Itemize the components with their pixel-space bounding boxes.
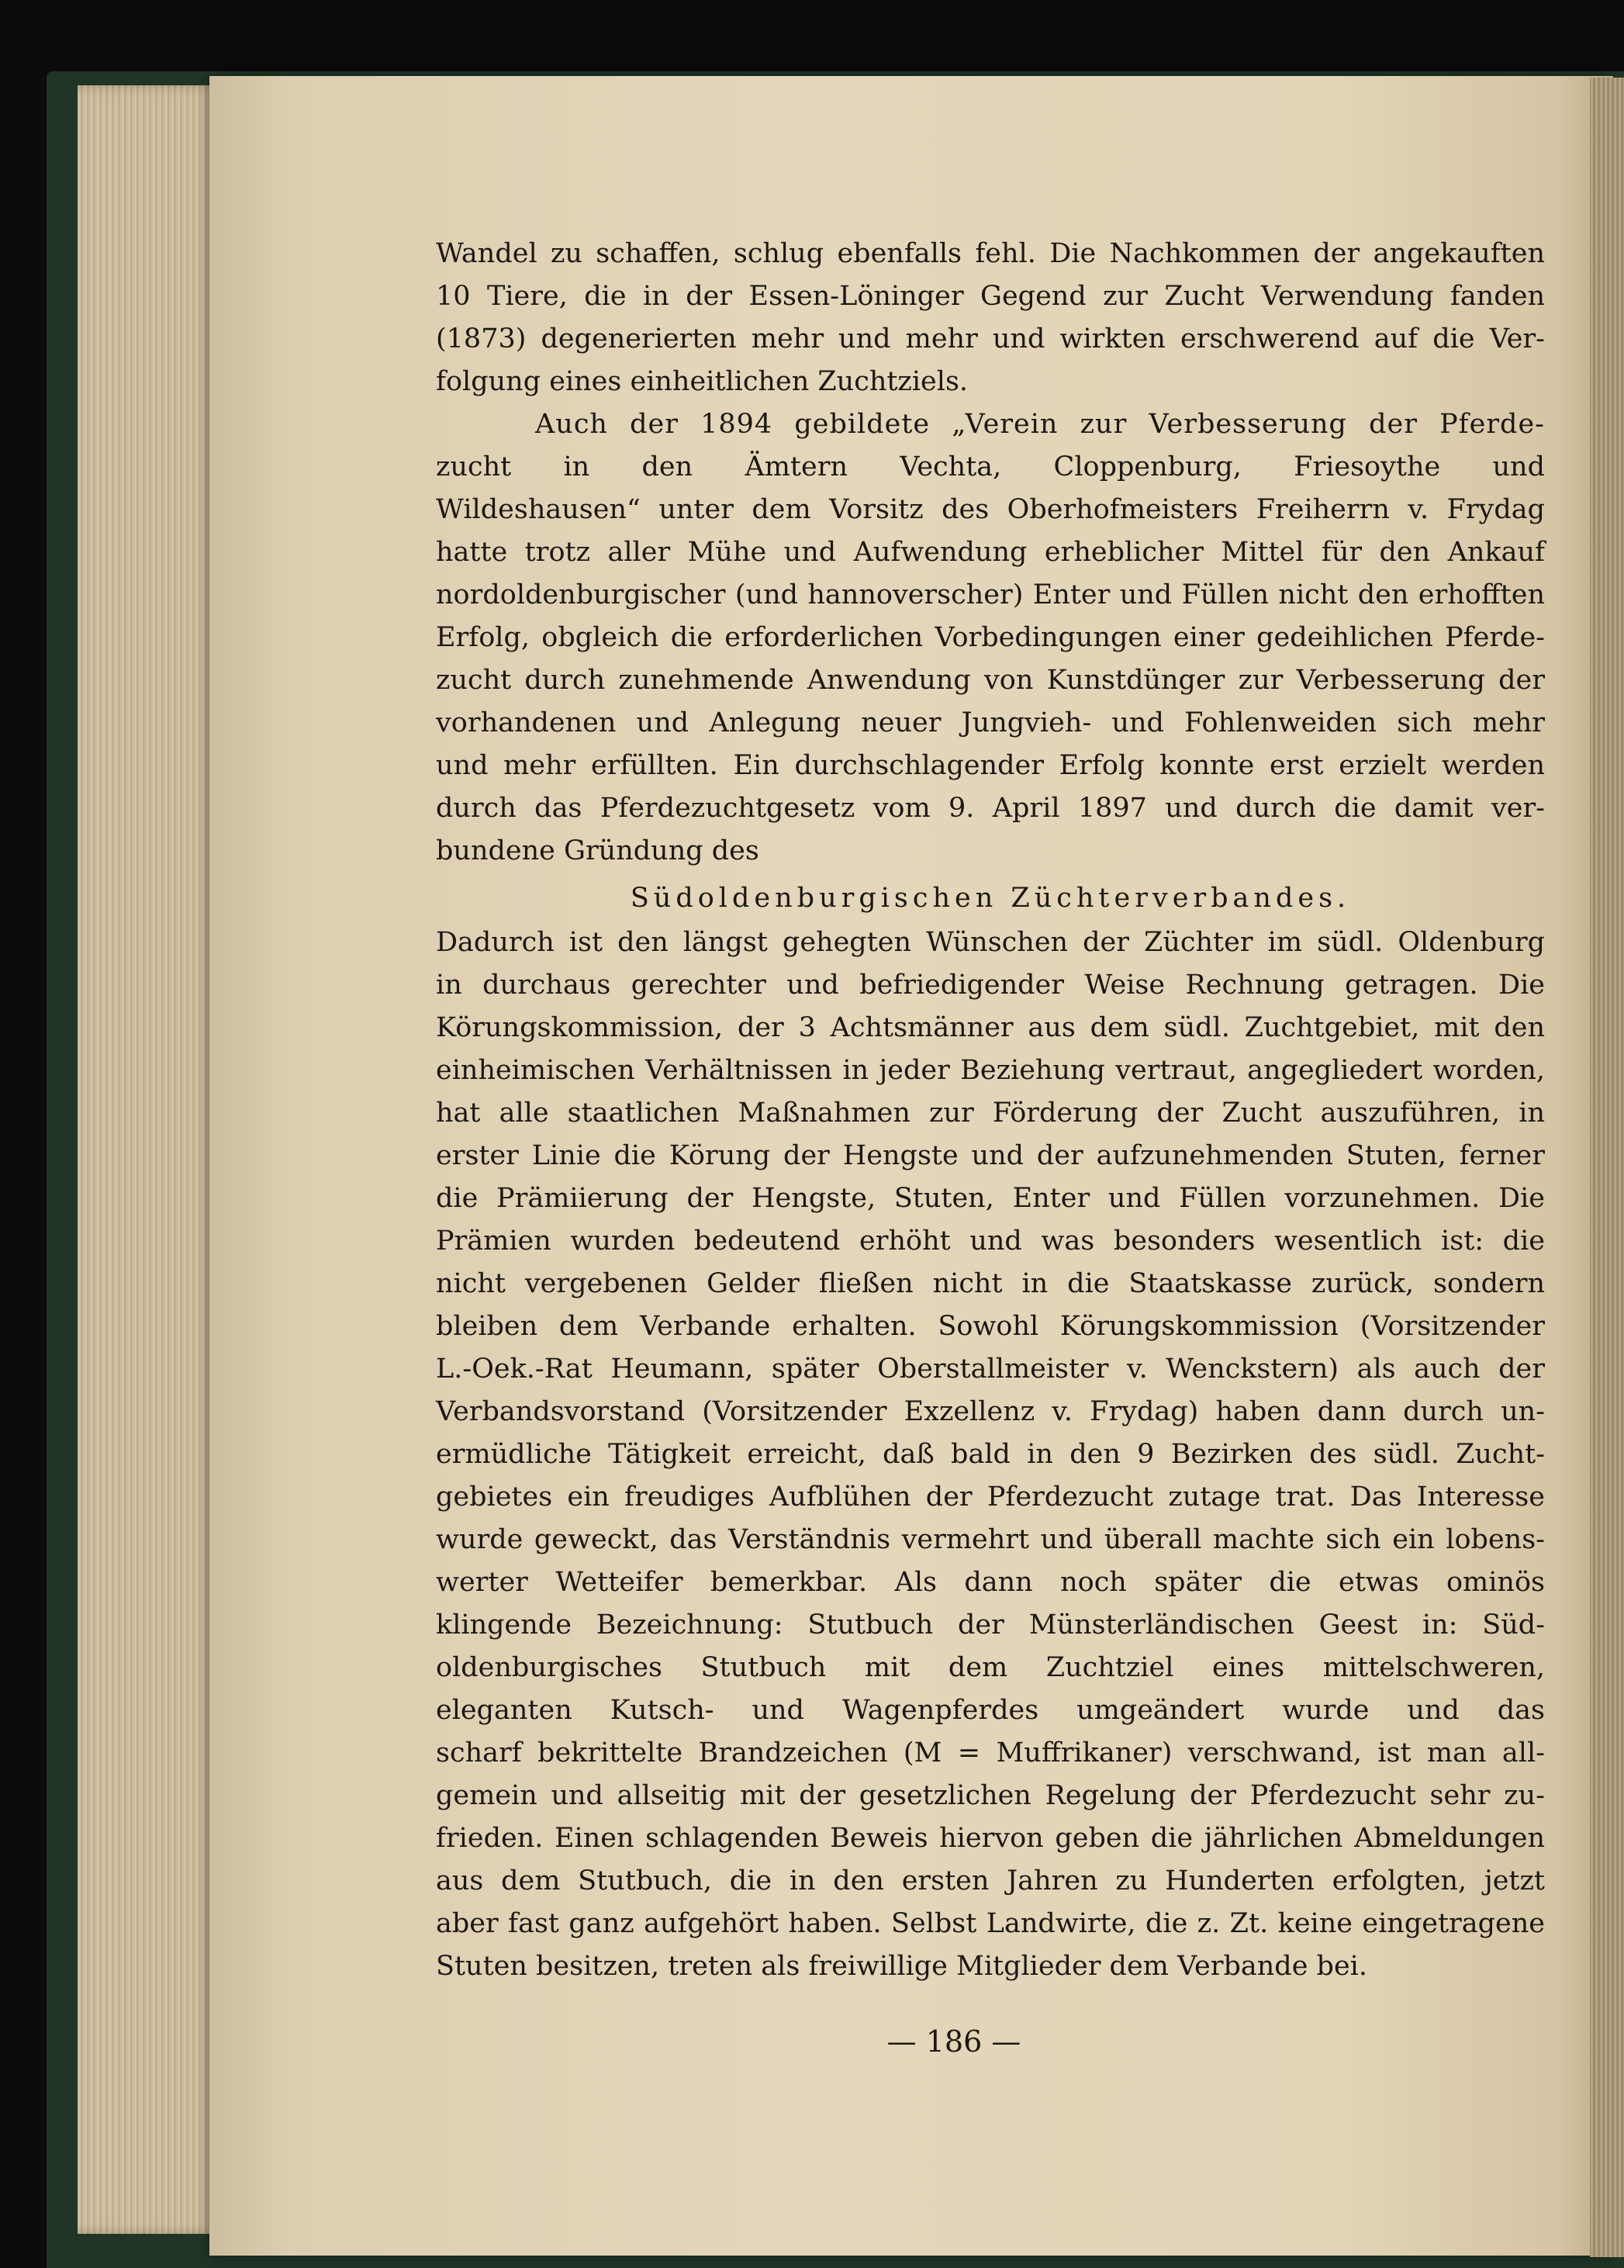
text-line: Wandel zu schaffen, schlug ebenfalls fehl. Die Nachkommen der angekauften [436,238,1545,269]
text-line: frieden. Einen schlagenden Beweis hiervon geben die jährlichen Abmeldungen [436,1823,1545,1854]
text-line: Verbandsvorstand (Vorsitzender Exzellenz v. Frydag) haben dann durch un- [436,1396,1545,1427]
body-text [436,233,1545,1988]
text-line: Stuten besitzen, treten als freiwillige Mitglieder dem Verbande bei. [436,1951,1367,1982]
right-page-edges [1590,78,1624,2257]
left-page-edges [78,85,217,2234]
text-line: gebietes ein freudiges Aufblühen der Pferdezucht zutage trat. Das Interesse [436,1481,1545,1513]
text-line: Auch der 1894 gebildete „Verein zur Verbesserung der Pferde- [535,409,1545,440]
text-line: durch das Pferdezuchtgesetz vom 9. April 1897 und durch die damit ver- [436,793,1545,824]
text-line: bleiben dem Verbande erhalten. Sowohl Körungskommission (Vorsitzender [436,1311,1545,1342]
text-line: vorhandenen und Anlegung neuer Jungvieh- und Fohlenweiden sich mehr [436,707,1545,738]
text-line: werter Wetteifer bemerkbar. Als dann noch später die etwas ominös [436,1567,1545,1598]
text-line: hat alle staatlichen Maßnahmen zur Förderung der Zucht auszuführen, in [436,1098,1545,1129]
text-line: und mehr erfüllten. Ein durchschlagender Erfolg konnte erst erzielt werden [436,750,1545,781]
text-line: bundene Gründung des [436,835,759,866]
page-number: — 186 — [886,2024,1021,2059]
text-line: zucht in den Ämtern Vechta, Cloppenburg, Friesoythe und [436,451,1545,482]
text-line: aus dem Stutbuch, die in den ersten Jahren zu Hunderten erfolgten, jetzt [436,1865,1545,1896]
text-line: L.-Oek.-Rat Heumann, später Oberstallmeister v. Wenckstern) als auch der [436,1354,1545,1385]
text-line: Dadurch ist den längst gehegten Wünschen der Züchter im südl. Oldenburg [436,927,1545,958]
text-line: eleganten Kutsch- und Wagenpferdes umgeändert wurde und das [436,1695,1545,1726]
text-line: (1873) degenerierten mehr und mehr und wirkten erschwerend auf die Ver- [436,323,1545,354]
text-line: zucht durch zunehmende Anwendung von Kunstdünger zur Verbesserung der [436,665,1545,696]
text-line: in durchaus gerechter und befriedigender Weise Rechnung getragen. Die [436,970,1545,1001]
text-line: nicht vergebenen Gelder fließen nicht in die Staatskasse zurück, sondern [436,1268,1545,1299]
text-line: Erfolg, obgleich die erforderlichen Vorbedingungen einer gedeihlichen Pferde- [436,622,1545,653]
text-line: oldenburgisches Stutbuch mit dem Zuchtziel eines mittelschweren, [436,1652,1545,1683]
text-line: aber fast ganz aufgehört haben. Selbst Landwirte, die z. Zt. keine eingetragene [436,1908,1545,1939]
text-line: ermüdliche Tätigkeit erreicht, daß bald in den 9 Bezirken des südl. Zucht- [436,1439,1545,1470]
section-heading: Südoldenburgischen Züchterverbandes. [630,883,1351,914]
text-line: gemein und allseitig mit der gesetzlichen Regelung der Pferdezucht sehr zu- [436,1780,1545,1811]
text-line: Prämien wurden bedeutend erhöht und was besonders wesentlich ist: die [436,1226,1545,1257]
text-line: wurde geweckt, das Verständnis vermehrt und überall machte sich ein lobens- [436,1524,1545,1555]
text-line: die Prämiierung der Hengste, Stuten, Enter und Füllen vorzunehmen. Die [436,1183,1545,1214]
text-line: einheimischen Verhältnissen in jeder Beziehung vertraut, angegliedert worden, [436,1055,1545,1086]
text-line: Körungskommission, der 3 Achtsmänner aus dem südl. Zuchtgebiet, mit den [436,1012,1545,1043]
text-line: folgung eines einheitlichen Zuchtziels. [436,366,969,397]
text-line: nordoldenburgischer (und hannoverscher) Enter und Füllen nicht den erhofften [436,579,1545,610]
text-line: Wildeshausen“ unter dem Vorsitz des Oberhofmeisters Freiherrn v. Frydag [436,494,1545,525]
text-line: hatte trotz aller Mühe und Aufwendung erheblicher Mittel für den Ankauf [436,537,1545,568]
text-line: scharf bekrittelte Brandzeichen (M = Muffrikaner) verschwand, ist man all- [436,1737,1545,1768]
text-line: klingende Bezeichnung: Stutbuch der Münsterländischen Geest in: Süd- [436,1609,1545,1640]
text-line: 10 Tiere, die in der Essen-Löninger Gegend zur Zucht Verwendung fanden [436,281,1545,312]
text-line: erster Linie die Körung der Hengste und der aufzunehmenden Stuten, ferner [436,1140,1545,1171]
